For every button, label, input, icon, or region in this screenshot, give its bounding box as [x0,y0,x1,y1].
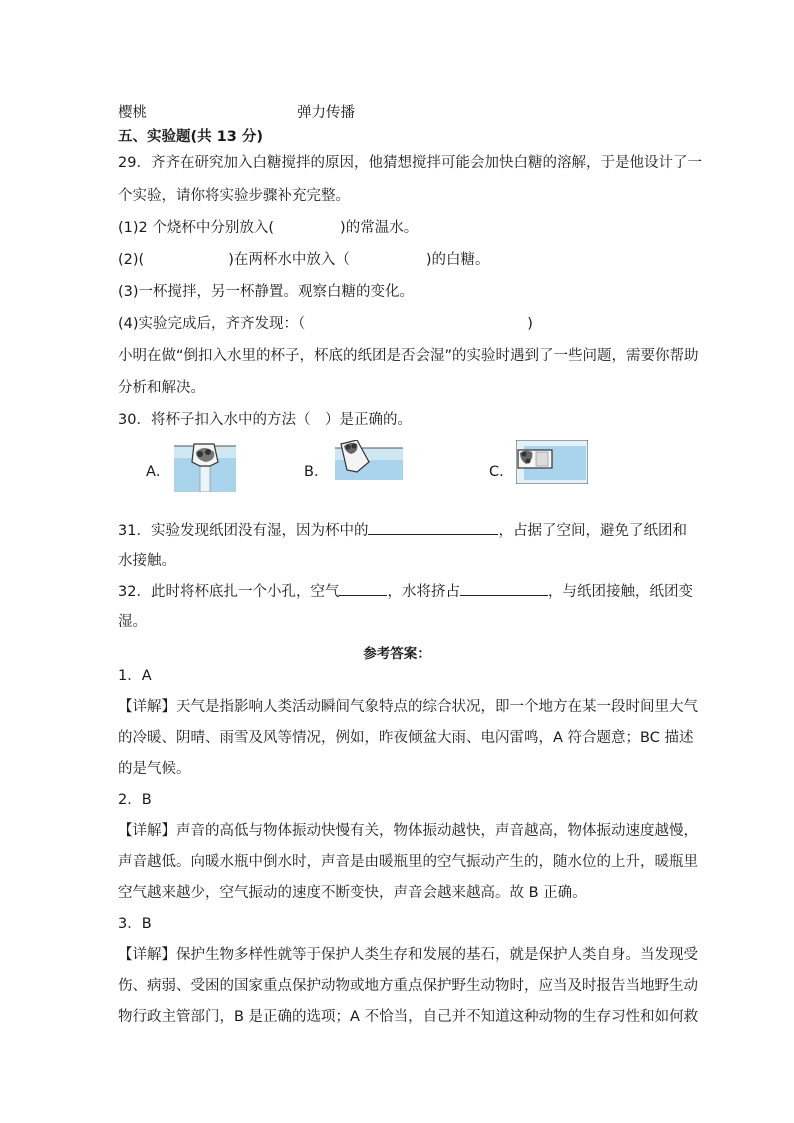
blank-7[interactable] [460,581,548,596]
q29-step4: (4)实验完成后，齐齐发现：（ ) [118,316,533,332]
q31-line2: 水接触。 [118,553,176,569]
option-a-label[interactable]: A． [146,464,171,480]
option-c-label[interactable]: C． [489,464,514,480]
answer-3-line2: 伤、病弱、受困的国家重点保护动物或地方重点保护野生动物时，应当及时报告当地野生动 [118,978,698,994]
q32-line1: 32．此时将杯底扎一个小孔，空气 ，水将挤占 ，与纸团接触，纸团变 [118,581,693,602]
answer-2-num: 2．B [118,792,152,808]
answer-2-line2: 声音越低。向暖水瓶中倒水时，声音是由暖瓶里的空气振动产生的，随水位的上升，暖瓶里 [118,854,698,870]
blank-6[interactable] [339,581,387,596]
intro-line1: 小明在做“倒扣入水里的杯子，杯底的纸团是否会湿”的实验时遇到了一些问题，需要你帮助 [118,348,699,364]
answer-3-line3: 物行政主管部门，B 是正确的选项；A 不恰当，自己并不知道这种动物的生存习性和如何救 [118,1009,699,1025]
q31-line1: 31．实验发现纸团没有湿，因为杯中的 ，占据了空间，避免了纸团和 [118,520,687,541]
answer-1-num: 1．A [118,668,152,684]
blank-5[interactable] [368,520,498,535]
q29-step3: (3)一杯搅拌，另一杯静置。观察白糖的变化。 [118,284,415,300]
answer-2-line3: 空气越来越少，空气振动的速度不断变快，声音会越来越高。故 B 正确。 [118,885,587,901]
row-top-right: 弹力传播 [297,105,355,121]
cup-figure-b [335,440,403,480]
q32-line2: 湿。 [118,614,147,630]
q30-text: 30．将杯子扣入水中的方法（ ）是正确的。 [118,412,412,428]
option-b-label[interactable]: B． [304,464,329,480]
answer-2-line1: 【详解】声音的高低与物体振动快慢有关，物体振动越快，声音越高，物体振动速度越慢， [118,823,698,839]
answer-3-line1: 【详解】保护生物多样性就等于保护人类生存和发展的基石，就是保护人类自身。当发现受 [118,947,698,963]
intro-line2: 分析和解决。 [118,380,205,396]
q29-line1: 29．齐齐在研究加入白糖搅拌的原因，他猜想搅拌可能会加快白糖的溶解，于是他设计了一 [118,155,702,171]
cup-figure-a [174,440,236,492]
q29-step1: (1)2 个烧杯中分别放入( )的常温水。 [118,220,419,236]
answer-3-num: 3．B [118,916,152,932]
q29-line2: 个实验，请你将实验步骤补充完整。 [118,188,350,204]
cup-figure-c [516,440,588,484]
answers-title: 参考答案： [363,646,431,662]
section-title: 五、实验题(共 13 分) [118,129,264,145]
answer-1-line3: 的是气候。 [118,761,191,777]
answer-1-line2: 的冷暖、阴晴、雨雪及风等情况，例如，昨夜倾盆大雨、电闪雷鸣，A 符合题意；BC 描述 [118,730,694,746]
row-top-left: 樱桃 [118,105,147,121]
q29-step2: (2)( )在两杯水中放入（ )的白糖。 [118,252,490,268]
answer-1-line1: 【详解】天气是指影响人类活动瞬间气象特点的综合状况，即一个地方在某一段时间里大气 [118,699,698,715]
row-top [118,103,355,123]
